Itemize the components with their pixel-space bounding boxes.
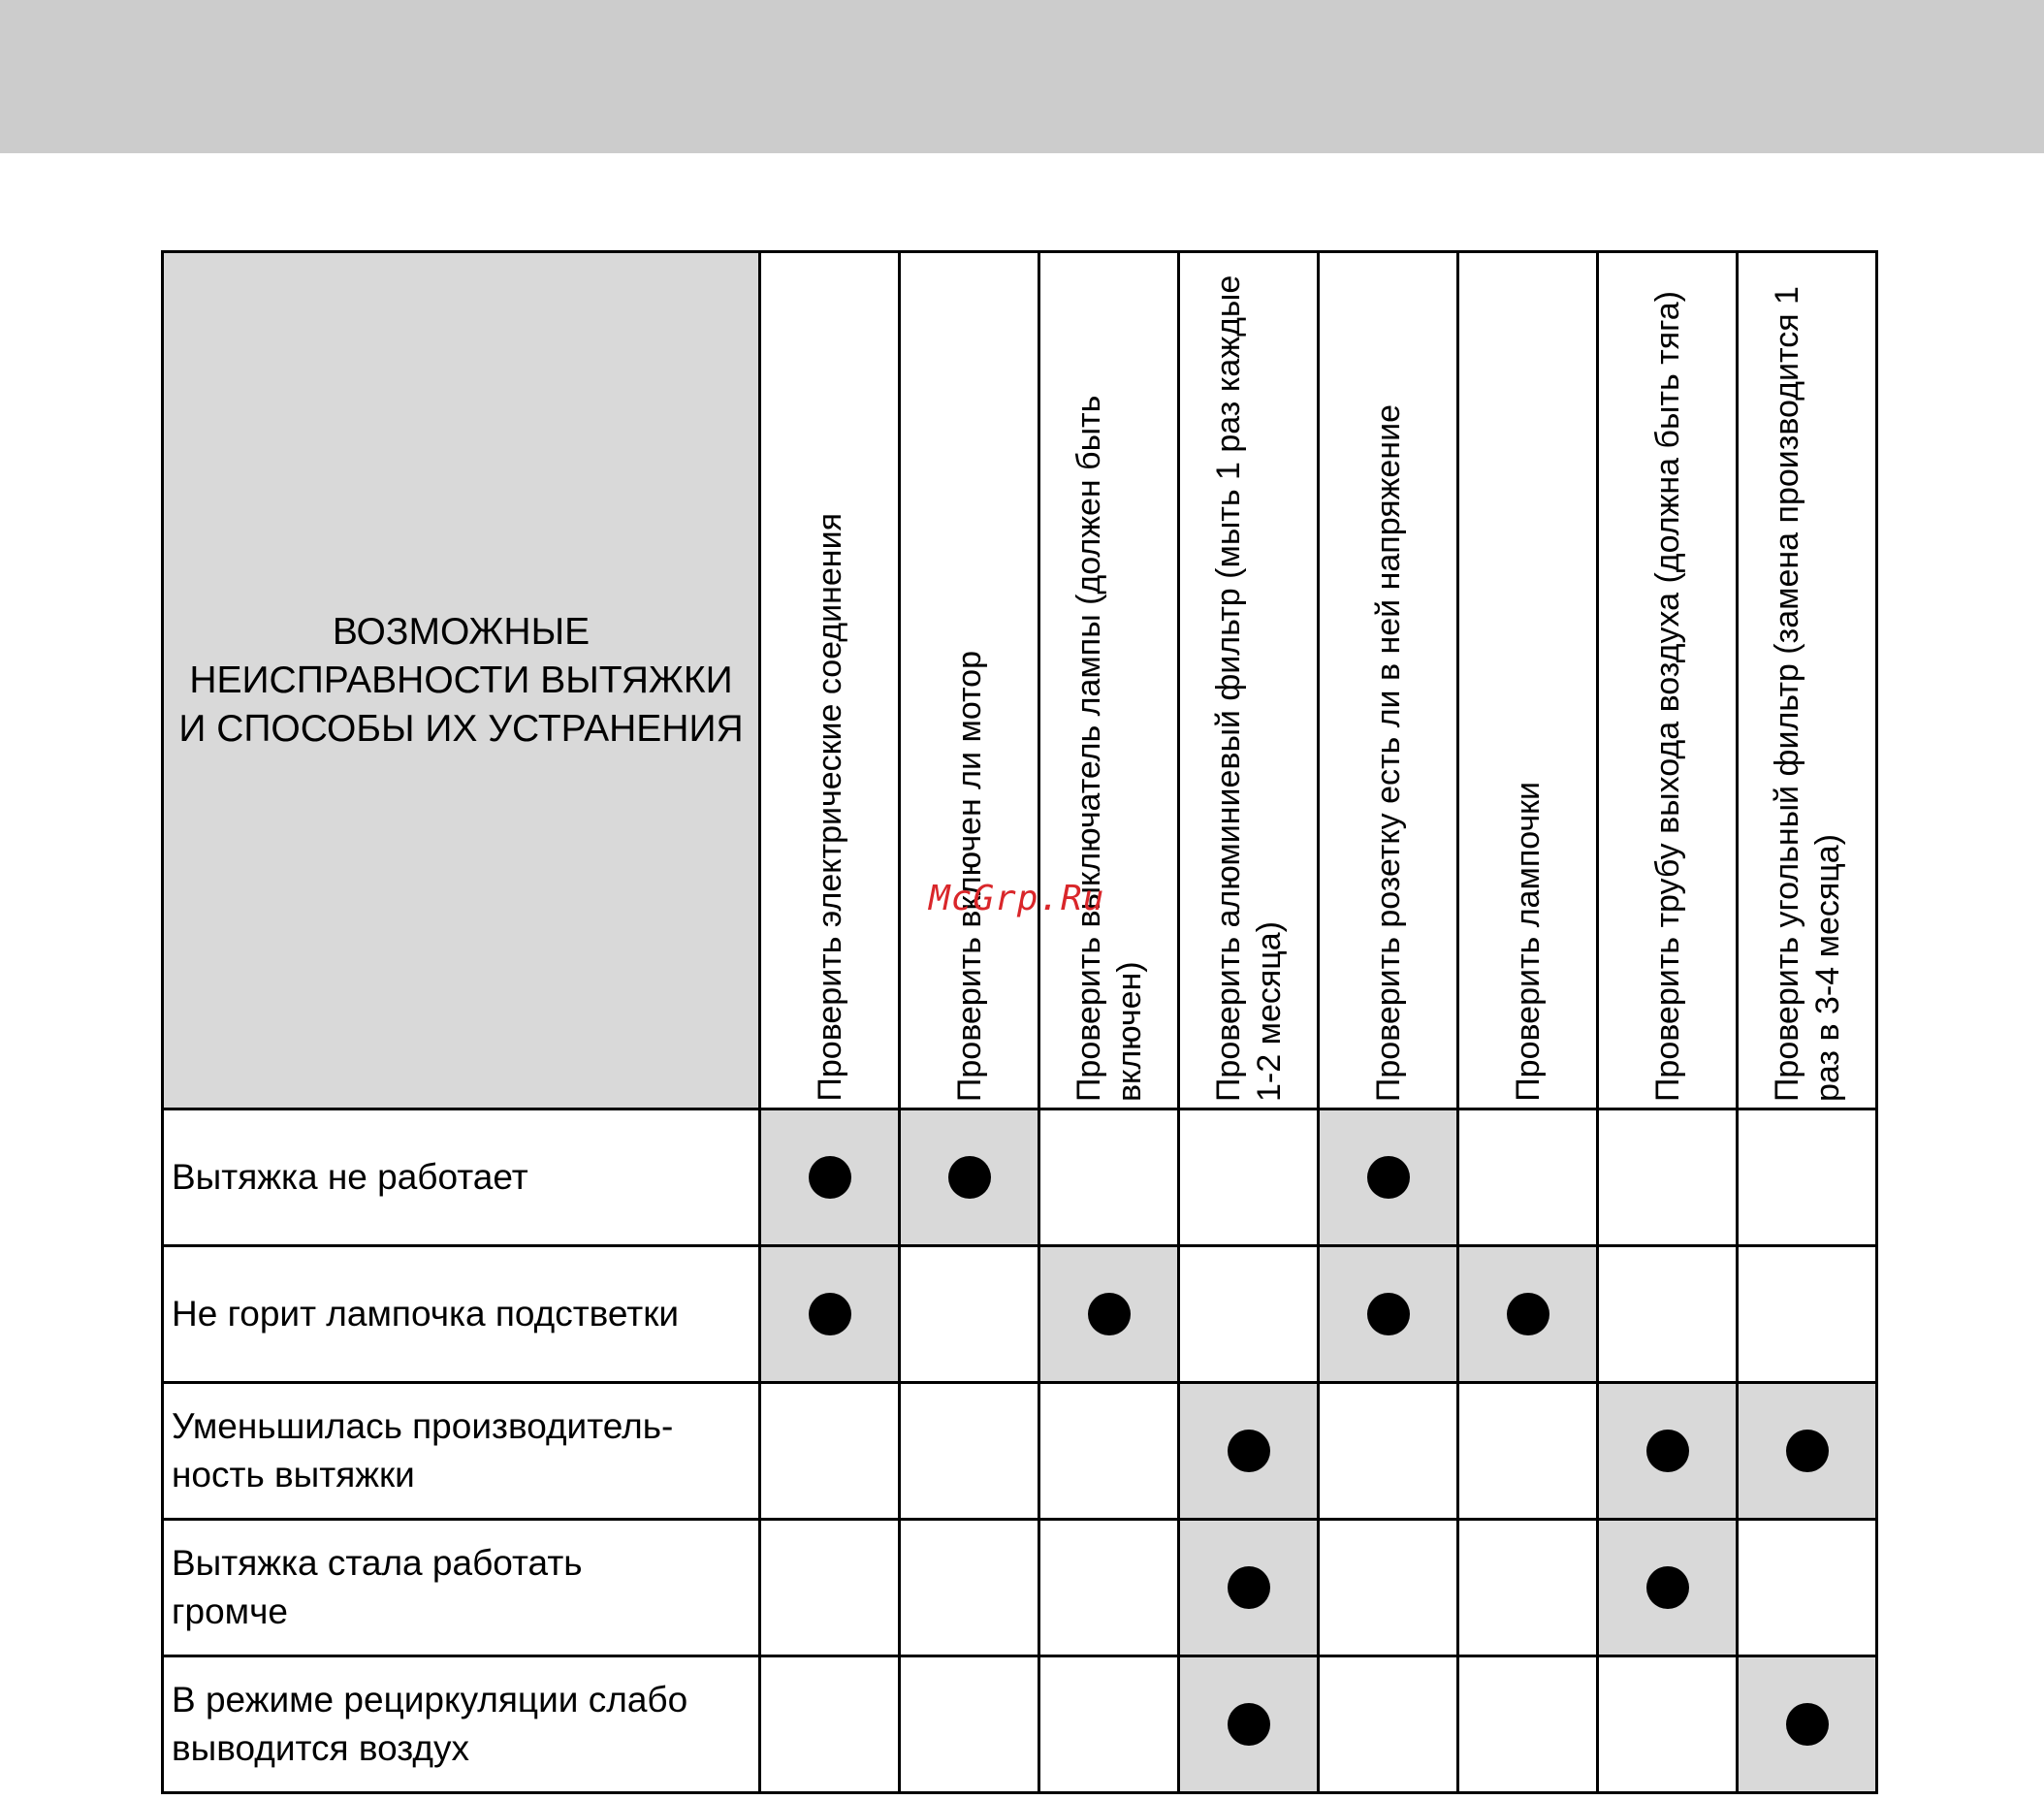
row-label-line: громче — [172, 1591, 288, 1631]
row-label — [163, 1520, 760, 1656]
column-header-bulbs — [1458, 252, 1598, 1109]
row-label-line: Вытяжка стала работать — [172, 1543, 583, 1583]
empty-cell — [1319, 1383, 1458, 1520]
row-label-line: Не горит лампочка подстветки — [172, 1294, 680, 1334]
empty-cell — [900, 1520, 1039, 1656]
bullet-dot-icon — [1646, 1566, 1689, 1609]
marked-cell — [1319, 1246, 1458, 1383]
empty-cell — [1179, 1246, 1319, 1383]
empty-cell — [1598, 1246, 1738, 1383]
bullet-dot-icon — [1646, 1430, 1689, 1472]
troubleshooting-table — [161, 250, 1878, 1794]
table-body — [163, 1109, 1877, 1793]
column-header-text: Проверить выключатель лампы (должен быть включен) — [1070, 395, 1148, 1102]
empty-cell — [760, 1520, 900, 1656]
marked-cell — [1179, 1656, 1319, 1793]
empty-cell — [1598, 1656, 1738, 1793]
empty-cell — [1458, 1383, 1598, 1520]
column-header-text: Проверить электрические соединения — [811, 513, 848, 1102]
empty-cell — [760, 1656, 900, 1793]
row-label-line: В режиме рециркуляции слабо — [172, 1680, 688, 1720]
top-banner — [0, 0, 2044, 153]
column-header-aluminium-filter — [1179, 252, 1319, 1109]
bullet-dot-icon — [1228, 1703, 1270, 1746]
bullet-dot-icon — [948, 1156, 991, 1199]
row-label-line: Уменьшилась производитель- — [172, 1406, 674, 1446]
marked-cell — [1598, 1383, 1738, 1520]
marked-cell — [900, 1109, 1039, 1246]
bullet-dot-icon — [809, 1156, 851, 1199]
marked-cell — [1319, 1109, 1458, 1246]
empty-cell — [1458, 1520, 1598, 1656]
empty-cell — [1319, 1656, 1458, 1793]
marked-cell — [1738, 1383, 1877, 1520]
empty-cell — [1458, 1109, 1598, 1246]
empty-cell — [1319, 1520, 1458, 1656]
column-header-text: Проверить угольный фильтр (замена производится 1 раз в 3-4 месяца) — [1768, 286, 1846, 1102]
empty-cell — [1039, 1656, 1179, 1793]
empty-cell — [1598, 1109, 1738, 1246]
table-row — [163, 1520, 1877, 1656]
marked-cell — [1738, 1656, 1877, 1793]
bullet-dot-icon — [809, 1293, 851, 1335]
column-header-lamp-switch — [1039, 252, 1179, 1109]
column-header-motor — [900, 252, 1039, 1109]
table-row — [163, 1383, 1877, 1520]
table-title-line: НЕИСПРАВНОСТИ ВЫТЯЖКИ — [189, 659, 733, 701]
table-title — [163, 252, 760, 1109]
watermark-text: McGrp.Ru — [929, 879, 1105, 918]
marked-cell — [1179, 1383, 1319, 1520]
empty-cell — [1738, 1520, 1877, 1656]
column-header-carbon-filter — [1738, 252, 1877, 1109]
column-header-text: Проверить лампочки — [1509, 782, 1547, 1102]
table-title-line: И СПОСОБЫ ИХ УСТРАНЕНИЯ — [178, 707, 744, 750]
column-header-text: Проверить розетку есть ли в ней напряжение — [1369, 403, 1407, 1102]
row-label — [163, 1109, 760, 1246]
marked-cell — [760, 1109, 900, 1246]
row-label-line: ность вытяжки — [172, 1455, 415, 1495]
row-label — [163, 1383, 760, 1520]
table-row — [163, 1109, 1877, 1246]
column-header-air-pipe — [1598, 252, 1738, 1109]
bullet-dot-icon — [1367, 1156, 1410, 1199]
table-row — [163, 1246, 1877, 1383]
empty-cell — [1179, 1109, 1319, 1246]
table-title-line: ВОЗМОЖНЫЕ — [332, 610, 591, 653]
bullet-dot-icon — [1786, 1430, 1829, 1472]
row-label-line: Вытяжка не работает — [172, 1157, 528, 1197]
bullet-dot-icon — [1786, 1703, 1829, 1746]
marked-cell — [1039, 1246, 1179, 1383]
empty-cell — [900, 1246, 1039, 1383]
marked-cell — [760, 1246, 900, 1383]
troubleshooting-table-wrapper — [161, 250, 1877, 1794]
bullet-dot-icon — [1088, 1293, 1131, 1335]
empty-cell — [1039, 1383, 1179, 1520]
row-label — [163, 1656, 760, 1793]
bullet-dot-icon — [1228, 1430, 1270, 1472]
empty-cell — [1738, 1246, 1877, 1383]
bullet-dot-icon — [1367, 1293, 1410, 1335]
empty-cell — [1039, 1520, 1179, 1656]
empty-cell — [760, 1383, 900, 1520]
table-row — [163, 1656, 1877, 1793]
empty-cell — [900, 1383, 1039, 1520]
empty-cell — [1458, 1656, 1598, 1793]
column-header-socket — [1319, 252, 1458, 1109]
column-header-text: Проверить включен ли мотор — [950, 650, 988, 1102]
empty-cell — [900, 1656, 1039, 1793]
bullet-dot-icon — [1228, 1566, 1270, 1609]
marked-cell — [1598, 1520, 1738, 1656]
column-header-text: Проверить трубу выхода воздуха (должна быть тяга) — [1648, 290, 1686, 1102]
header-row — [163, 252, 1877, 1109]
marked-cell — [1458, 1246, 1598, 1383]
bullet-dot-icon — [1507, 1293, 1549, 1335]
row-label — [163, 1246, 760, 1383]
column-header-electrical — [760, 252, 900, 1109]
empty-cell — [1738, 1109, 1877, 1246]
marked-cell — [1179, 1520, 1319, 1656]
empty-cell — [1039, 1109, 1179, 1246]
row-label-line: выводится воздух — [172, 1728, 470, 1768]
column-header-text: Проверить алюминиевый фильтр (мыть 1 раз каждые 1-2 месяца) — [1209, 274, 1288, 1102]
